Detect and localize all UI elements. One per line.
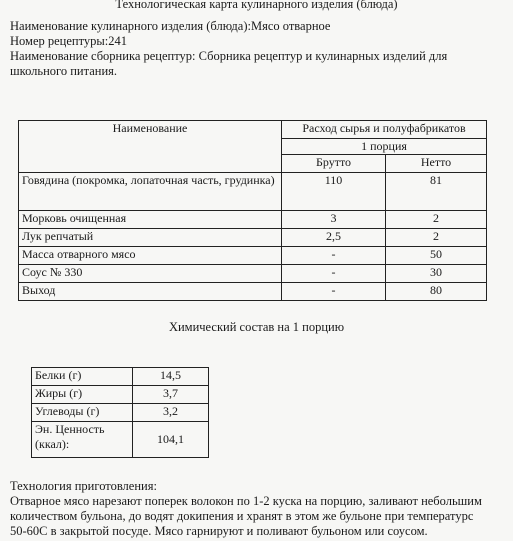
chem-name: Жиры (г): [32, 386, 133, 404]
ingredients-table: [18, 120, 487, 301]
ingredient-net: 2: [386, 211, 487, 229]
ingredient-gross: -: [282, 283, 386, 301]
ingredient-name: Говядина (покромка, лопаточная часть, грудинка): [19, 173, 282, 211]
technology-line3: 50-60С в закрытой посуде. Мясо гарнируют и поливают бульоном или соусом.: [10, 524, 428, 538]
ingredient-name: Лук репчатый: [19, 229, 282, 247]
ingredient-name: Морковь очищенная: [19, 211, 282, 229]
ingredient-net: 2: [386, 229, 487, 247]
header-net: Нетто: [386, 155, 487, 173]
chem-name: Углеводы (г): [32, 404, 133, 422]
dish-name: Наименование кулинарного изделия (блюда):Мясо отварное: [10, 19, 331, 33]
header-name: Наименование: [19, 121, 282, 173]
chem-name: Белки (г): [32, 368, 133, 386]
collection-name-line2: школьного питания.: [10, 64, 118, 78]
ingredient-net: 80: [386, 283, 487, 301]
ingredient-net: 50: [386, 247, 487, 265]
header-gross: Брутто: [282, 155, 386, 173]
ingredient-name: Выход: [19, 283, 282, 301]
chem-composition-title: Химический состав на 1 порцию: [168, 320, 345, 334]
chem-value: 14,5: [133, 368, 209, 386]
technology-line2: количеством бульона, до водят докипения и хранят в этом же бульоне при температурс: [10, 509, 474, 523]
recipe-number: Номер рецептуры:241: [10, 34, 128, 48]
technology-heading: Технология приготовления:: [10, 479, 157, 493]
ingredient-gross: -: [282, 247, 386, 265]
ingredient-net: 30: [386, 265, 487, 283]
ingredient-net: 81: [386, 173, 487, 211]
ingredient-name: Соус № 330: [19, 265, 282, 283]
chem-value: 104,1: [133, 422, 209, 458]
header-portion: 1 порция: [282, 139, 487, 155]
document-title: Технологическая карта кулинарного изделия (блюда): [115, 0, 398, 11]
header-consumption: Расход сырья и полуфабрикатов: [282, 121, 487, 139]
technology-line1: Отварное мясо нарезают поперек волокон по 1-2 куска на порцию, заливают небольшим: [10, 494, 482, 508]
chem-value: 3,7: [133, 386, 209, 404]
chem-name: Эн. Ценность (ккал):: [32, 422, 133, 458]
collection-name-line1: Наименование сборника рецептур: Сборника рецептур и кулинарных изделий для: [10, 49, 448, 63]
ingredient-gross: 2,5: [282, 229, 386, 247]
ingredient-gross: 3: [282, 211, 386, 229]
chem-value: 3,2: [133, 404, 209, 422]
chem-composition-table: [31, 367, 209, 458]
ingredient-name: Масса отварного мясо: [19, 247, 282, 265]
ingredient-gross: -: [282, 265, 386, 283]
ingredient-gross: 110: [282, 173, 386, 211]
